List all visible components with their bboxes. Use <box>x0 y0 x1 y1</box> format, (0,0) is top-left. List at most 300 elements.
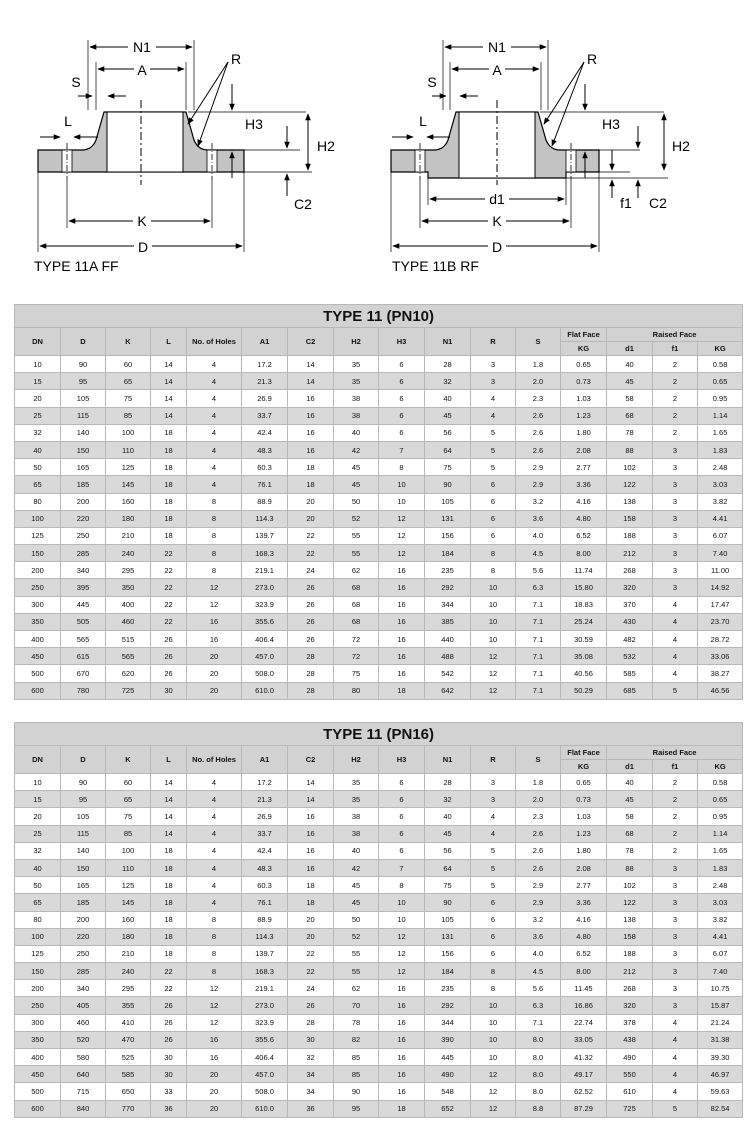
table-cell: 23.70 <box>698 613 743 630</box>
table-cell: 16 <box>379 1014 425 1031</box>
table-cell: 105 <box>425 911 471 928</box>
table-cell: 210 <box>106 945 151 962</box>
table-cell: 22 <box>151 980 187 997</box>
table-cell: 3.03 <box>698 476 743 493</box>
table-cell: 72 <box>334 648 379 665</box>
table-cell: 60.3 <box>242 877 288 894</box>
table-cell: 12 <box>379 510 425 527</box>
table-cell: 8 <box>187 928 242 945</box>
table-cell: 3 <box>471 373 516 390</box>
table-cell: 32 <box>288 1049 334 1066</box>
table-cell: 90 <box>334 1083 379 1100</box>
table-cell: 8.0 <box>516 1066 561 1083</box>
label-ff-K: K <box>137 213 147 229</box>
table-cell: 30 <box>151 682 187 699</box>
table-cell: 1.83 <box>698 859 743 876</box>
table-cell: 12 <box>379 527 425 544</box>
col-flat-face: Flat Face <box>561 328 607 342</box>
table-cell: 22 <box>151 579 187 596</box>
table-cell: 5 <box>471 424 516 441</box>
table-cell: 68 <box>607 407 653 424</box>
col-dn: DN <box>15 328 61 356</box>
table-cell: 350 <box>106 579 151 596</box>
table-cell: 6 <box>379 373 425 390</box>
table-cell: 55 <box>334 945 379 962</box>
table-cell: 490 <box>425 1066 471 1083</box>
table-cell: 80 <box>334 682 379 699</box>
table-cell: 85 <box>106 825 151 842</box>
col-flat-kg: KG <box>561 342 607 356</box>
table-cell: 295 <box>106 562 151 579</box>
table-cell: 46.97 <box>698 1066 743 1083</box>
table-cell: 2 <box>653 791 698 808</box>
table-cell: 87.29 <box>561 1100 607 1117</box>
table-cell: 10 <box>471 613 516 630</box>
table-cell: 22.74 <box>561 1014 607 1031</box>
col-raised-kg: KG <box>698 760 743 774</box>
col-l: L <box>151 746 187 774</box>
table-cell: 600 <box>15 1100 61 1117</box>
table-cell: 5 <box>471 459 516 476</box>
table-cell: 14 <box>288 791 334 808</box>
table-cell: 26 <box>288 997 334 1014</box>
table-row <box>15 459 743 476</box>
table-cell: 22 <box>151 963 187 980</box>
table-cell: 2 <box>653 808 698 825</box>
table-cell: 18.83 <box>561 596 607 613</box>
table-cell: 3 <box>653 527 698 544</box>
table-cell: 10 <box>471 1049 516 1066</box>
table-cell: 110 <box>106 859 151 876</box>
table-cell: 488 <box>425 648 471 665</box>
table-row <box>15 1100 743 1117</box>
table-cell: 5.6 <box>516 562 561 579</box>
table-cell: 1.03 <box>561 808 607 825</box>
table-cell: 100 <box>15 510 61 527</box>
table-cell: 8 <box>187 562 242 579</box>
table-cell: 8 <box>471 963 516 980</box>
table-cell: 26.9 <box>242 808 288 825</box>
table-row <box>15 963 743 980</box>
table-cell: 652 <box>425 1100 471 1117</box>
table-cell: 65 <box>106 791 151 808</box>
table-cell: 2.6 <box>516 859 561 876</box>
table-row <box>15 945 743 962</box>
table-cell: 0.65 <box>698 373 743 390</box>
table-cell: 28 <box>288 648 334 665</box>
table-row <box>15 665 743 682</box>
table-cell: 4.16 <box>561 911 607 928</box>
table-cell: 320 <box>607 579 653 596</box>
table-cell: 4 <box>187 407 242 424</box>
table-cell: 300 <box>15 1014 61 1031</box>
table-row <box>15 928 743 945</box>
table-cell: 200 <box>15 980 61 997</box>
table-cell: 390 <box>425 1031 471 1048</box>
table-cell: 4 <box>471 407 516 424</box>
label-rf-d1: d1 <box>489 191 505 207</box>
table-cell: 95 <box>334 1100 379 1117</box>
table-cell: 273.0 <box>242 579 288 596</box>
table-cell: 70 <box>334 997 379 1014</box>
table-cell: 17.47 <box>698 596 743 613</box>
table-cell: 0.65 <box>561 774 607 791</box>
table-cell: 16 <box>379 613 425 630</box>
table-cell: 26 <box>151 631 187 648</box>
table-cell: 14 <box>288 356 334 373</box>
table-cell: 15 <box>15 791 61 808</box>
table-row <box>15 441 743 458</box>
table-cell: 31.38 <box>698 1031 743 1048</box>
table-cell: 268 <box>607 980 653 997</box>
table-cell: 185 <box>61 894 106 911</box>
table-cell: 3.6 <box>516 510 561 527</box>
table-cell: 95 <box>61 373 106 390</box>
table-cell: 250 <box>15 997 61 1014</box>
table-cell: 5 <box>471 842 516 859</box>
table-cell: 82.54 <box>698 1100 743 1117</box>
table-cell: 82 <box>334 1031 379 1048</box>
table-cell: 16 <box>379 1031 425 1048</box>
table-cell: 770 <box>106 1100 151 1117</box>
table-cell: 4 <box>653 1049 698 1066</box>
table-cell: 11.00 <box>698 562 743 579</box>
table-cell: 355 <box>106 997 151 1014</box>
table-cell: 0.95 <box>698 390 743 407</box>
table-cell: 3 <box>653 894 698 911</box>
table-cell: 26 <box>151 665 187 682</box>
table-cell: 75 <box>334 665 379 682</box>
table-cell: 12 <box>379 963 425 980</box>
table-cell: 6 <box>379 808 425 825</box>
table-cell: 58 <box>607 808 653 825</box>
table-cell: 3 <box>653 928 698 945</box>
table-cell: 12 <box>471 1066 516 1083</box>
table-cell: 30.59 <box>561 631 607 648</box>
table-cell: 2 <box>653 825 698 842</box>
table-cell: 55 <box>334 527 379 544</box>
table-cell: 320 <box>607 997 653 1014</box>
table-cell: 438 <box>607 1031 653 1048</box>
table-cell: 4 <box>187 859 242 876</box>
table-cell: 102 <box>607 459 653 476</box>
table-cell: 7 <box>379 441 425 458</box>
label-ff-D: D <box>137 239 149 255</box>
table-cell: 3 <box>653 545 698 562</box>
table-cell: 184 <box>425 963 471 980</box>
table-cell: 2 <box>653 390 698 407</box>
table-cell: 18 <box>151 945 187 962</box>
table-cell: 4.80 <box>561 928 607 945</box>
table-cell: 6 <box>471 527 516 544</box>
table-cell: 30 <box>288 1031 334 1048</box>
table-cell: 20 <box>187 648 242 665</box>
table-cell: 34 <box>288 1083 334 1100</box>
table-cell: 4 <box>187 894 242 911</box>
table-cell: 12 <box>187 980 242 997</box>
table-cell: 5 <box>471 859 516 876</box>
table-cell: 6.52 <box>561 945 607 962</box>
table-cell: 395 <box>61 579 106 596</box>
table-cell: 160 <box>106 911 151 928</box>
col-d1: d1 <box>607 342 653 356</box>
table-cell: 4 <box>187 441 242 458</box>
table-cell: 26 <box>151 997 187 1014</box>
table-cell: 2.48 <box>698 877 743 894</box>
table-cell: 7.40 <box>698 545 743 562</box>
col-raised-kg: KG <box>698 342 743 356</box>
table-cell: 7.1 <box>516 648 561 665</box>
table-cell: 20 <box>288 510 334 527</box>
table-cell: 2.08 <box>561 859 607 876</box>
col-holes: No. of Holes <box>187 746 242 774</box>
table-cell: 150 <box>15 545 61 562</box>
table-cell: 185 <box>61 476 106 493</box>
table-cell: 138 <box>607 493 653 510</box>
table-row <box>15 596 743 613</box>
table-cell: 7.1 <box>516 613 561 630</box>
table-cell: 18 <box>151 859 187 876</box>
table-cell: 12 <box>379 928 425 945</box>
table-cell: 300 <box>15 596 61 613</box>
table-cell: 145 <box>106 476 151 493</box>
label-rf-N1: N1 <box>488 39 506 55</box>
table-cell: 405 <box>61 997 106 1014</box>
table-cell: 406.4 <box>242 1049 288 1066</box>
table-cell: 3 <box>471 791 516 808</box>
table-cell: 450 <box>15 648 61 665</box>
table-cell: 10 <box>471 596 516 613</box>
table-cell: 18 <box>151 476 187 493</box>
table-cell: 90 <box>61 774 106 791</box>
table-cell: 285 <box>61 963 106 980</box>
table-cell: 219.1 <box>242 562 288 579</box>
table-cell: 525 <box>106 1049 151 1066</box>
table-cell: 4 <box>187 791 242 808</box>
table-cell: 3 <box>653 911 698 928</box>
table-cell: 350 <box>15 1031 61 1048</box>
label-ff-L: L <box>64 113 72 129</box>
table-row <box>15 613 743 630</box>
table-row <box>15 877 743 894</box>
table-cell: 355.6 <box>242 1031 288 1048</box>
table-cell: 12 <box>471 1100 516 1117</box>
table-cell: 470 <box>106 1031 151 1048</box>
label-rf-R: R <box>586 51 598 67</box>
table-cell: 8.0 <box>516 1049 561 1066</box>
table-cell: 3 <box>653 859 698 876</box>
table-cell: 41.32 <box>561 1049 607 1066</box>
table-cell: 5.6 <box>516 980 561 997</box>
table-cell: 3.2 <box>516 911 561 928</box>
table-pn10 <box>14 304 743 700</box>
table-cell: 430 <box>607 613 653 630</box>
table-cell: 4 <box>653 648 698 665</box>
table-cell: 6 <box>471 945 516 962</box>
table-cell: 400 <box>15 631 61 648</box>
table-cell: 20 <box>187 1066 242 1083</box>
table-cell: 16 <box>288 424 334 441</box>
table-row <box>15 1014 743 1031</box>
table-cell: 42 <box>334 441 379 458</box>
table-cell: 38 <box>334 407 379 424</box>
table-cell: 90 <box>425 476 471 493</box>
table-cell: 17.2 <box>242 356 288 373</box>
table-cell: 1.80 <box>561 424 607 441</box>
table-cell: 150 <box>61 441 106 458</box>
table-cell: 6 <box>379 842 425 859</box>
table-cell: 16 <box>288 808 334 825</box>
table-cell: 14 <box>288 774 334 791</box>
table-cell: 642 <box>425 682 471 699</box>
table-cell: 85 <box>334 1066 379 1083</box>
table-cell: 168.3 <box>242 545 288 562</box>
table-cell: 548 <box>425 1083 471 1100</box>
table-cell: 200 <box>61 493 106 510</box>
table-cell: 45 <box>334 877 379 894</box>
table-cell: 45 <box>334 894 379 911</box>
table-cell: 15.87 <box>698 997 743 1014</box>
table-cell: 35 <box>334 356 379 373</box>
table-cell: 56 <box>425 424 471 441</box>
table-cell: 22 <box>288 945 334 962</box>
table-cell: 18 <box>151 424 187 441</box>
table-row <box>15 1083 743 1100</box>
table-cell: 62.52 <box>561 1083 607 1100</box>
table-cell: 50 <box>334 493 379 510</box>
table-cell: 457.0 <box>242 1066 288 1083</box>
label-rf-H2: H2 <box>672 138 690 154</box>
table-cell: 250 <box>61 527 106 544</box>
table-row <box>15 527 743 544</box>
table-row <box>15 1031 743 1048</box>
table-cell: 50 <box>15 877 61 894</box>
table-cell: 35 <box>334 373 379 390</box>
table-cell: 4 <box>471 808 516 825</box>
table-cell: 4 <box>471 825 516 842</box>
table-cell: 34 <box>288 1066 334 1083</box>
table-row <box>15 493 743 510</box>
table-cell: 4 <box>187 356 242 373</box>
col-l: L <box>151 328 187 356</box>
table-cell: 3 <box>471 774 516 791</box>
table-cell: 220 <box>61 928 106 945</box>
table-cell: 3.6 <box>516 928 561 945</box>
table-cell: 50 <box>15 459 61 476</box>
table-cell: 400 <box>15 1049 61 1066</box>
table-row <box>15 774 743 791</box>
table-cell: 88.9 <box>242 493 288 510</box>
table-cell: 168.3 <box>242 963 288 980</box>
table-cell: 65 <box>15 894 61 911</box>
table-cell: 5 <box>471 877 516 894</box>
table-cell: 16 <box>288 390 334 407</box>
table-cell: 4 <box>187 825 242 842</box>
table-cell: 18 <box>151 527 187 544</box>
table-cell: 22 <box>151 562 187 579</box>
table-cell: 515 <box>106 631 151 648</box>
table-cell: 22 <box>288 545 334 562</box>
table-cell: 0.58 <box>698 356 743 373</box>
table-cell: 68 <box>334 579 379 596</box>
col-h2: H2 <box>334 328 379 356</box>
table-cell: 460 <box>106 613 151 630</box>
table-cell: 114.3 <box>242 928 288 945</box>
table-cell: 0.73 <box>561 791 607 808</box>
table-cell: 125 <box>15 945 61 962</box>
table-cell: 292 <box>425 579 471 596</box>
table-cell: 75 <box>425 459 471 476</box>
table-cell: 445 <box>61 596 106 613</box>
table-cell: 21.3 <box>242 791 288 808</box>
diagram-rf <box>391 39 690 274</box>
table-cell: 4 <box>187 877 242 894</box>
table-cell: 90 <box>425 894 471 911</box>
table-cell: 16 <box>379 1066 425 1083</box>
table-cell: 620 <box>106 665 151 682</box>
table-cell: 3.82 <box>698 911 743 928</box>
table-cell: 17.2 <box>242 774 288 791</box>
table-cell: 250 <box>15 579 61 596</box>
table-cell: 600 <box>15 682 61 699</box>
table-cell: 10 <box>379 476 425 493</box>
table-cell: 65 <box>106 373 151 390</box>
table-cell: 20 <box>288 493 334 510</box>
table-cell: 2.9 <box>516 877 561 894</box>
table-cell: 4 <box>187 373 242 390</box>
table-cell: 46.56 <box>698 682 743 699</box>
label-rf-C2: C2 <box>649 195 667 211</box>
table-cell: 610 <box>607 1083 653 1100</box>
table-cell: 292 <box>425 997 471 1014</box>
table-cell: 2.9 <box>516 459 561 476</box>
table-cell: 505 <box>61 613 106 630</box>
table-cell: 4 <box>471 390 516 407</box>
table-cell: 10 <box>471 997 516 1014</box>
table-cell: 59.63 <box>698 1083 743 1100</box>
table-cell: 156 <box>425 527 471 544</box>
table-cell: 685 <box>607 682 653 699</box>
table-cell: 482 <box>607 631 653 648</box>
table-cell: 131 <box>425 510 471 527</box>
table-cell: 6 <box>379 791 425 808</box>
table-cell: 3 <box>653 476 698 493</box>
table-cell: 105 <box>61 390 106 407</box>
table-cell: 16 <box>187 1031 242 1048</box>
table-cell: 6 <box>379 825 425 842</box>
table-cell: 40 <box>15 441 61 458</box>
table-cell: 400 <box>106 596 151 613</box>
table-cell: 16 <box>379 562 425 579</box>
table-cell: 2.48 <box>698 459 743 476</box>
table-cell: 3 <box>471 356 516 373</box>
table-cell: 640 <box>61 1066 106 1083</box>
table-cell: 457.0 <box>242 648 288 665</box>
table-row <box>15 842 743 859</box>
col-c2: C2 <box>288 746 334 774</box>
table-cell: 3 <box>653 997 698 1014</box>
table-cell: 8 <box>187 963 242 980</box>
table-row <box>15 631 743 648</box>
table-cell: 90 <box>61 356 106 373</box>
table-cell: 16 <box>379 596 425 613</box>
table-cell: 80 <box>15 911 61 928</box>
table-cell: 15.80 <box>561 579 607 596</box>
table-cell: 2 <box>653 424 698 441</box>
table-cell: 28 <box>288 1014 334 1031</box>
table-cell: 10 <box>15 774 61 791</box>
table-cell: 3 <box>653 562 698 579</box>
